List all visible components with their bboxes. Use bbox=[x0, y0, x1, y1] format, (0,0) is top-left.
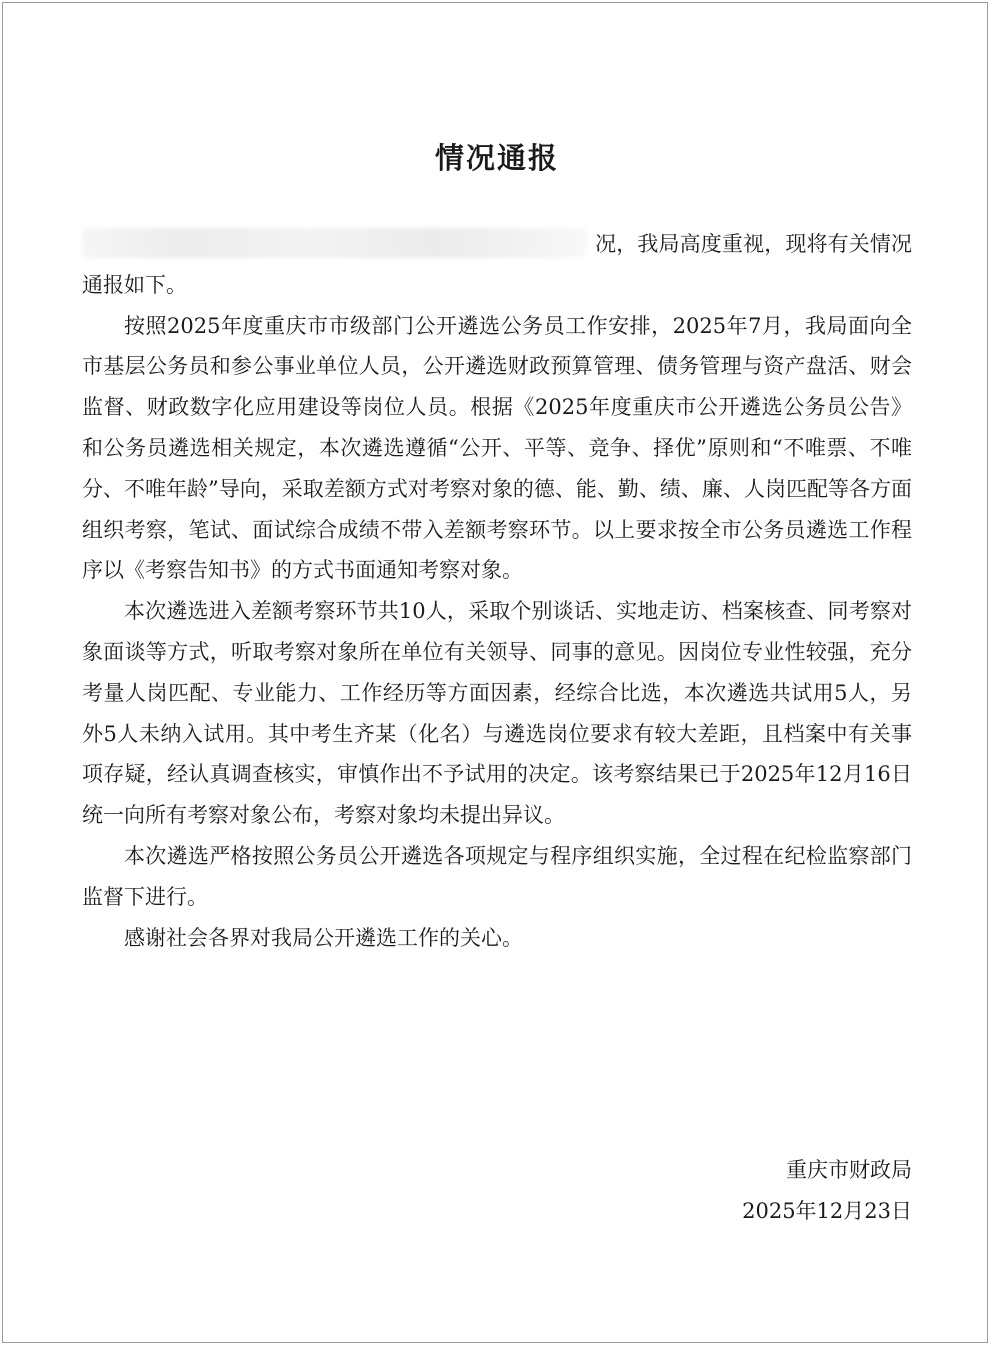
paragraph-supervision: 本次遴选严格按照公务员公开遴选各项规定与程序组织实施，全过程在纪检监察部门监督下进行。 bbox=[82, 843, 912, 909]
paragraph-arrangement: 按照2025年度重庆市市级部门公开遴选公务员工作安排，2025年7月，我局面向全市基层公务员和参公事业单位人员，公开遴选财政预算管理、债务管理与资产盘活、财会监督、财政数字化应用建设等岗位人员。根据《2025年度重庆市公开遴选公务员公告》和公务员遴选相关规定，本次遴选遵循“公开、平等、竞争、择优”原则和“不唯票、不唯分、不唯年龄”导向，采取差额方式对考察对象的德、能、勤、绩、廉、人岗匹配等各方面组织考察，笔试、面试综合成绩不带入差额考察环节。以上要求按全市公务员遴选工作程序以《考察告知书》的方式书面通知考察对象。 bbox=[82, 313, 912, 583]
intro-paragraph-text: 况，我局高度重视，现将有关情况通报如下。 bbox=[82, 232, 912, 297]
redacted-text-block bbox=[82, 228, 587, 258]
document-text bbox=[82, 224, 912, 958]
issuing-organization: 重庆市财政局 bbox=[786, 1158, 912, 1182]
issue-date: 2025年12月23日 bbox=[742, 1198, 912, 1223]
document-title: 情况通报 bbox=[434, 141, 559, 175]
signature-block bbox=[742, 1150, 912, 1232]
paragraph-thanks: 感谢社会各界对我局公开遴选工作的关心。 bbox=[124, 925, 523, 950]
intro-paragraph bbox=[82, 224, 912, 306]
document-body bbox=[82, 128, 912, 958]
paragraph-inspection-result: 本次遴选进入差额考察环节共10人，采取个别谈话、实地走访、档案核查、同考察对象面谈等方式，听取考察对象所在单位有关领导、同事的意见。因岗位专业性较强，充分考量人岗匹配、专业能力、工作经历等方面因素，经综合比选，本次遴选共试用5人，另外5人未纳入试用。其中考生齐某（化名）与遴选岗位要求有较大差距，且档案中有关事项存疑，经认真调查核实，审慎作出不予试用的决定。该考察结果已于2025年12月16日统一向所有考察对象公布，考察对象均未提出异议。 bbox=[82, 599, 912, 828]
